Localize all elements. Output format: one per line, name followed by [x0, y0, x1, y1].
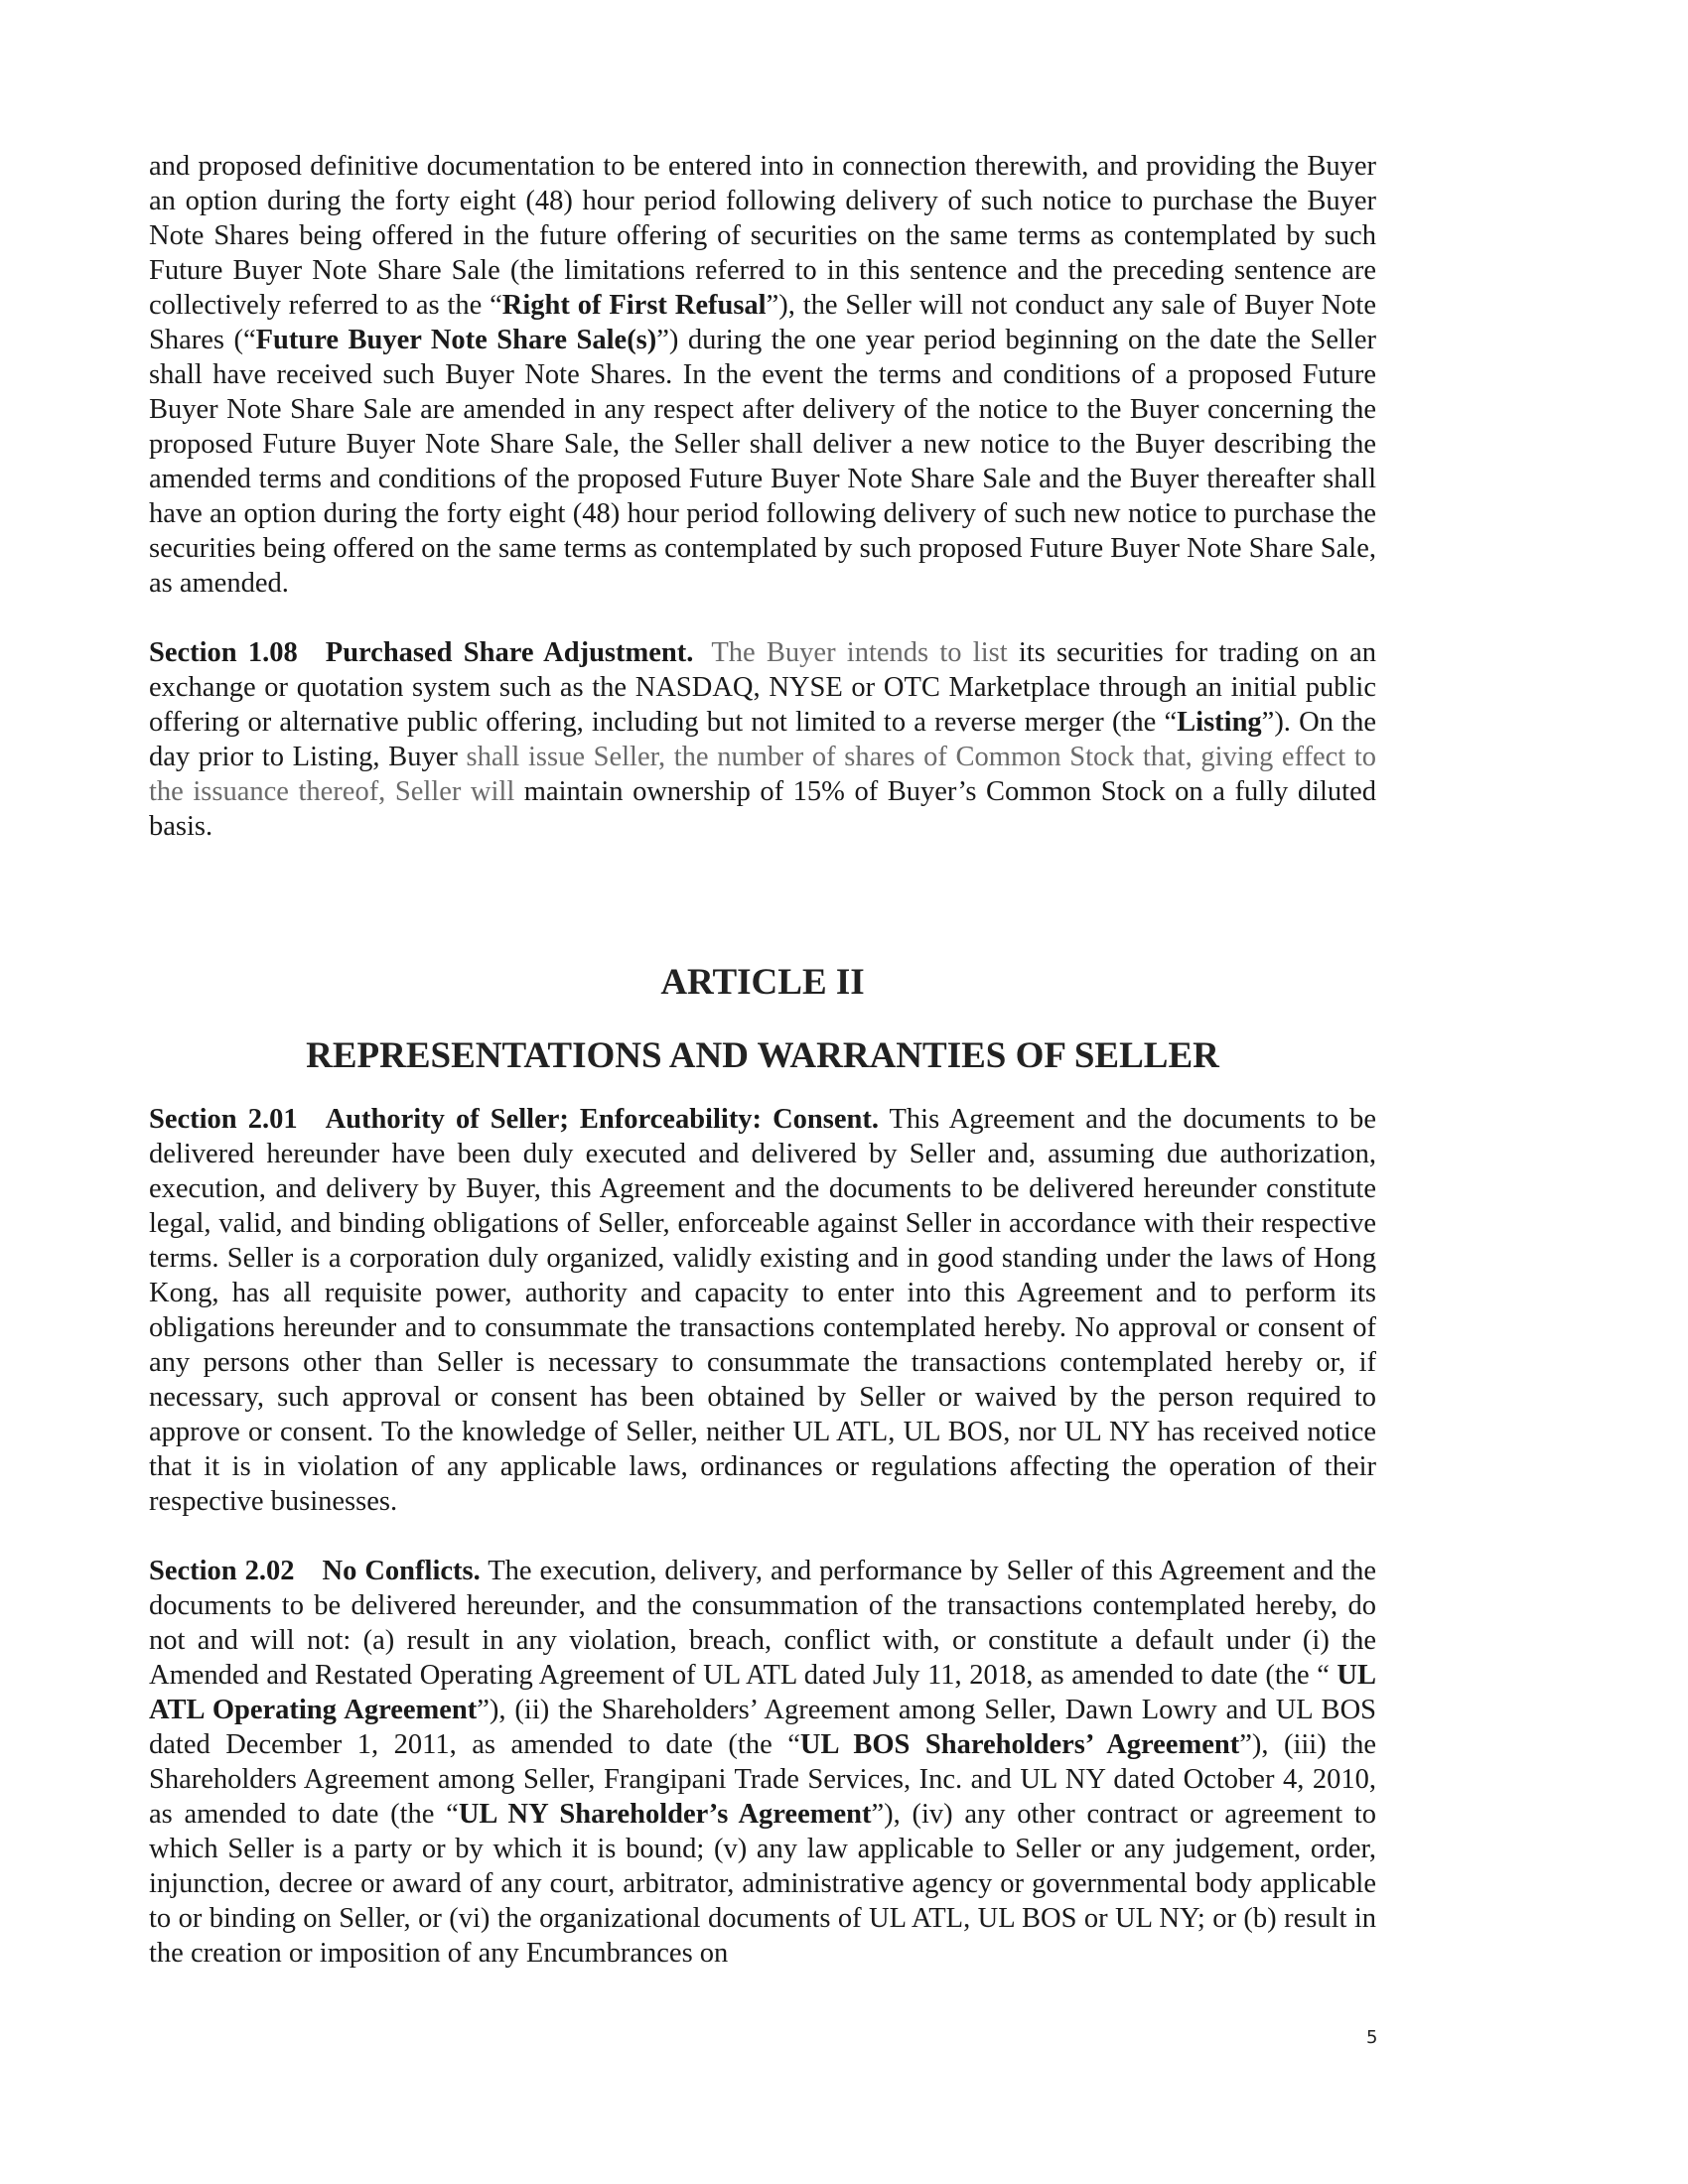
section-number: Section 1.08: [149, 637, 298, 668]
paragraph-text: ”) during the one year period beginning on the date the Seller shall have received such Buyer Note Shares. In the event the terms and conditions of a proposed Future Buyer Note Share Sale are amended in any respect after delivery of the notice to the Buyer concerning the proposed Future Buyer Note Share Sale, the Seller shall deliver a new notice to the Buyer describing the amended terms and conditions of the proposed Future Buyer Note Share Sale and the Buyer thereafter shall have an option during the forty eight (48) hour period following delivery of such new notice to purchase the securities being offered on the same terms as contemplated by such proposed Future Buyer Note Share Sale, as amended.: [149, 325, 1376, 599]
continuation-paragraph: [149, 149, 1376, 601]
paragraph-text: and proposed definitive documentation to be entered into in connection therewith, and providing the Buyer an option during the forty eight (48) hour period following delivery of such notice to purchase the Buyer Note Shares being offered in the future offering of securities on the same terms as contemplated by such Future Buyer Note Share Sale (the limitations referred to in this sentence and the preceding sentence are collectively referred to as the “: [149, 151, 1376, 321]
document-page: [149, 149, 1376, 1971]
section-title: Purchased Share Adjustment.: [325, 637, 694, 668]
defined-term-ul-bos-shareholders-agreement: UL BOS Shareholders’ Agreement: [799, 1729, 1240, 1760]
article-title: REPRESENTATIONS AND WARRANTIES OF SELLER: [306, 1035, 1219, 1076]
defined-term-ul-ny-shareholders-agreement: UL NY Shareholder’s Agreement: [458, 1799, 872, 1830]
gray-text: The Buyer intends to list: [711, 637, 1008, 668]
paragraph-text: ”), (iii) the Shareholders Agreement among Seller, Frangipani Trade Services, Inc. and UL NY dated October 4, 2010, as amended to date (the “: [149, 1729, 1377, 1830]
section-2-01: [149, 1102, 1376, 1519]
section-number: Section 2.02: [149, 1556, 295, 1586]
paragraph-text: The execution, delivery, and performance by Seller of this Agreement and the documents to be delivered hereunder, and the consummation of the transactions contemplated hereby, do not and will not: (a) result in any violation, breach, conflict with, or constitute a default under (i) the Amended and Restated Operating Agreement of UL ATL dated July 11, 2018, as amended to date (the “: [149, 1556, 1376, 1691]
defined-term-right-of-first-refusal: Right of First Refusal: [501, 290, 767, 321]
defined-term-ul-atl-operating-agreement: UL ATL Operating Agreement: [149, 1660, 1376, 1725]
article-number: ARTICLE II: [660, 962, 865, 1003]
section-title: Authority of Seller; Enforceability: Consent.: [325, 1104, 879, 1135]
section-1-08: [149, 635, 1376, 844]
paragraph-text: This Agreement and the documents to be delivered hereunder have been duly executed and delivered by Seller and, assuming due authorization, execution, and delivery by Buyer, this Agreement and the documents to be delivered hereunder constitute legal, valid, and binding obligations of Seller, enforceable against Seller in accordance with their respective terms. Seller is a corporation duly organized, validly existing and in good standing under the laws of Hong Kong, has all requisite power, authority and capacity to enter into this Agreement and to perform its obligations hereunder and to consummate the transactions contemplated hereby. No approval or consent of any persons other than Seller is necessary to consummate the transactions contemplated hereby or, if necessary, such approval or consent has been obtained by Seller or waived by the person required to approve or consent. To the knowledge of Seller, neither UL ATL, UL BOS, nor UL NY has received notice that it is in violation of any applicable laws, ordinances or regulations affecting the operation of their respective businesses.: [149, 1104, 1376, 1517]
section-title: No Conflicts.: [322, 1556, 481, 1586]
gray-text: shall issue Seller, the number of shares of Common Stock that, giving effect to the issuance thereof, Seller will: [149, 742, 1376, 807]
paragraph-text: its securities for trading on an exchange or quotation system such as the NASDAQ, NYSE or OTC Marketplace through an initial public offering or alternative public offering, including but not limited to a reverse merger (the “: [149, 637, 1376, 738]
paragraph-text: ”), the Seller will not conduct any sale of Buyer Note Shares (“: [149, 290, 1377, 355]
paragraph-text: ”), (ii) the Shareholders’ Agreement among Seller, Dawn Lowry and UL BOS dated December 1, 2011, as amended to date (the “: [149, 1695, 1376, 1760]
paragraph-text: ”), (iv) any other contract or agreement to which Seller is a party or by which it is bound; (v) any law applicable to Seller or any judgement, order, injunction, decree or award of any court, arbitrator, administrative agency or governmental body applicable to or binding on Seller, or (vi) the organizational documents of UL ATL, UL BOS or UL NY; or (b) result in the creation or imposition of any Encumbrances on: [149, 1799, 1376, 1969]
defined-term-listing: Listing: [1177, 707, 1262, 738]
section-number: Section 2.01: [149, 1104, 298, 1135]
page-number: 5: [1366, 2027, 1378, 2048]
paragraph-text: maintain ownership of 15% of Buyer’s Common Stock on a fully diluted basis.: [149, 776, 1376, 842]
paragraph-text: ”). On the day prior to Listing, Buyer: [149, 707, 1376, 772]
defined-term-future-sale: Future Buyer Note Share Sale(s): [255, 325, 657, 355]
section-2-02: [149, 1554, 1376, 1971]
